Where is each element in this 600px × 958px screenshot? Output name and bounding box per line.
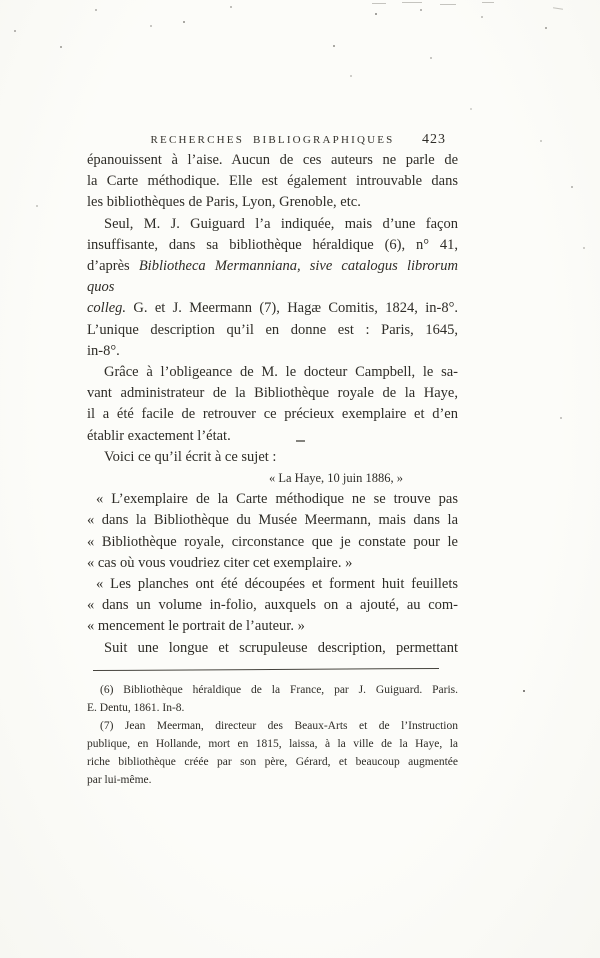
text-line: « dans la Bibliothèque du Musée Meermann, mais dans la xyxy=(87,512,458,529)
text-line: « La Haye, 10 juin 1886, » xyxy=(269,471,404,486)
text-block xyxy=(87,447,458,468)
text-line: « mencement le portrait de l’auteur. » xyxy=(87,618,305,635)
text-line: Voici ce qu’il écrit à ce sujet : xyxy=(104,448,277,465)
body-text xyxy=(87,150,458,659)
page-number: 423 xyxy=(422,132,446,147)
text-block xyxy=(87,681,458,717)
text-line: L’unique description qu’il en donne est : Paris, 1645, xyxy=(87,321,458,338)
scan-noise-dash xyxy=(402,2,422,3)
scan-noise-specks xyxy=(0,0,2,2)
text-line: la Carte méthodique. Elle est également introuvable dans xyxy=(87,173,458,190)
text-block xyxy=(87,489,458,574)
text-line: Grâce à l’obligeance de M. le docteur Campbell, le sa- xyxy=(104,364,458,381)
text-line: « dans un volume in-folio, auxquels on a ajouté, au com- xyxy=(87,597,458,614)
scan-noise-dash xyxy=(553,7,563,9)
text-line: colleg. G. et J. Meermann (7), Hagæ Comitis, 1824, in-8°. xyxy=(87,300,458,317)
text-block xyxy=(87,150,458,214)
text-line: (6) Bibliothèque héraldique de la France, par J. Guiguard. Paris. xyxy=(100,683,458,696)
running-title: RECHERCHES BIBLIOGRAPHIQUES xyxy=(150,134,395,146)
text-line: les bibliothèques de Paris, Lyon, Grenoble, etc. xyxy=(87,194,361,211)
text-line: établir exactement l’état. xyxy=(87,427,231,444)
text-block xyxy=(87,717,458,789)
text-line: « Bibliothèque royale, circonstance que je constate pour le xyxy=(87,533,458,550)
text-block xyxy=(87,574,458,638)
scan-noise-dash xyxy=(372,3,386,4)
text-line: vant administrateur de la Bibliothèque royale de la Haye, xyxy=(87,385,458,402)
text-line: E. Dentu, 1861. In-8. xyxy=(87,701,185,714)
text-line: « L’exemplaire de la Carte méthodique ne se trouve pas xyxy=(96,491,458,508)
scan-noise-dash xyxy=(440,4,456,5)
footnote-separator xyxy=(93,668,439,671)
text-line: d’après Bibliotheca Mermanniana, sive catalogus librorum quos xyxy=(87,258,458,296)
text-block xyxy=(87,214,458,362)
text-line: insuffisante, dans sa bibliothèque héraldique (6), n° 41, xyxy=(87,236,458,253)
text-block xyxy=(87,362,458,447)
text-line: « Les planches ont été découpées et forment huit feuillets xyxy=(96,576,458,593)
text-line: épanouissent à l’aise. Aucun de ces auteurs ne parle de xyxy=(87,152,458,168)
text-line: « cas où vous voudriez citer cet exemplaire. » xyxy=(87,554,353,571)
text-line: Seul, M. J. Guiguard l’a indiquée, mais d’une façon xyxy=(104,215,458,232)
text-line: Suit une longue et scrupuleuse description, permettant xyxy=(104,639,458,656)
text-line: riche bibliothèque créée par son père, Gérard, et beaucoup augmentée xyxy=(87,755,458,768)
footnotes-section xyxy=(87,681,458,789)
text-line: in-8°. xyxy=(87,342,120,359)
text-line: publique, en Hollande, mort en 1815, laissa, à la ville de la Haye, la xyxy=(87,737,458,750)
text-column xyxy=(87,150,458,789)
text-block xyxy=(87,638,458,659)
scan-noise-dash xyxy=(482,2,494,3)
text-block xyxy=(87,468,458,489)
text-line: (7) Jean Meerman, directeur des Beaux-Arts et de l’Instruction xyxy=(100,719,458,732)
text-line: par lui-même. xyxy=(87,773,152,786)
text-line: il a été facile de retrouver ce précieux exemplaire et d’en xyxy=(87,406,458,423)
